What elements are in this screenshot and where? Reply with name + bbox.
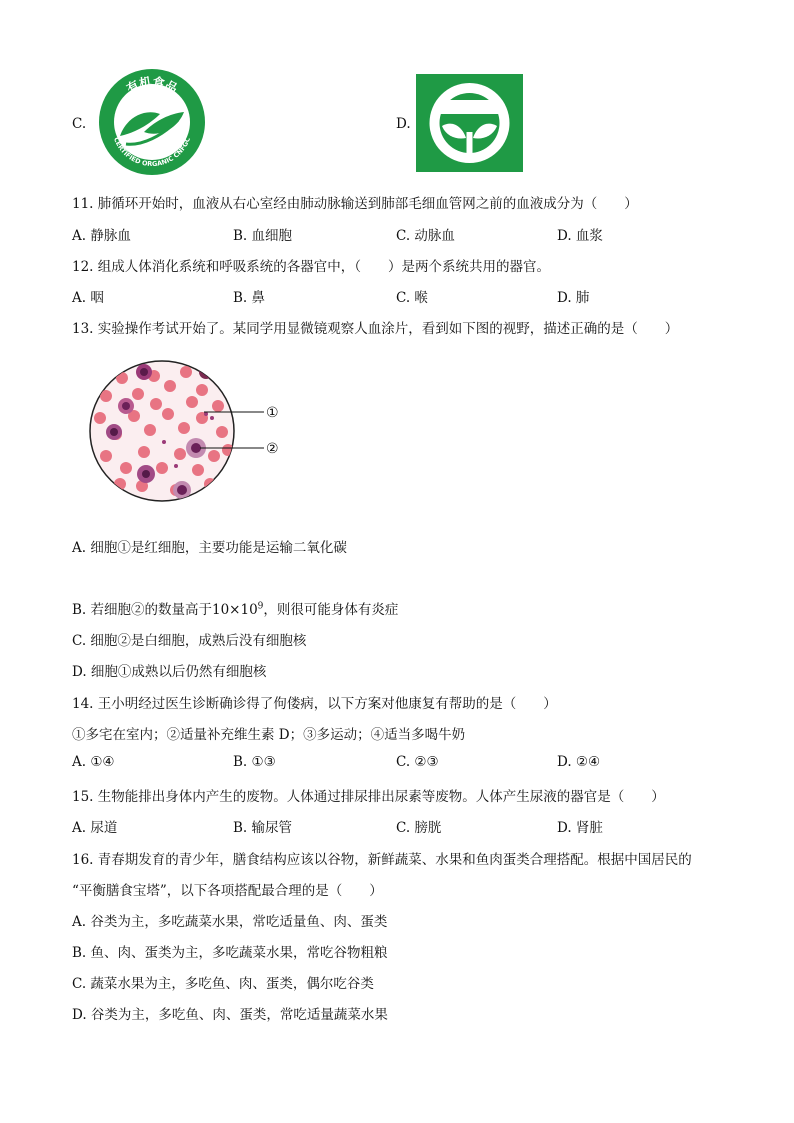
q16-option-d: D. 谷类为主，多吃鱼、肉、蛋类，常吃适量蔬菜水果	[72, 1007, 388, 1023]
q13-option-b-exponent: 9	[257, 601, 264, 612]
question-16-stem: 16. 青春期发育的青少年，膳食结构应该以谷物，新鲜蔬菜、水果和鱼肉蛋类合理搭配。根据中国居民的	[72, 852, 692, 868]
q15-option-c: C. 膀胱	[396, 820, 442, 836]
q15-option-b: B. 输尿管	[233, 820, 293, 836]
question-14-sub: ①多宅在室内；②适量补充维生素 D；③多运动；④适当多喝牛奶	[72, 727, 466, 743]
organic-food-logo	[96, 66, 208, 178]
q12-option-d: D. 肺	[557, 290, 590, 306]
q12-option-c: C. 喉	[396, 290, 428, 306]
q16-option-b: B. 鱼、肉、蛋类为主，多吃蔬菜水果，常吃谷物粗粮	[72, 945, 388, 961]
question-11-stem: 11. 肺循环开始时，血液从右心室经由肺动脉输送到肺部毛细血管网之前的血液成分为（ ）	[72, 196, 638, 212]
blood-smear-figure	[86, 356, 286, 508]
green-food-logo	[416, 74, 523, 172]
figure-label-2: ②	[266, 441, 279, 457]
q11-option-c: C. 动脉血	[396, 228, 455, 244]
logo-ring-text: CERTIFIED ORGANIC CNFGC	[112, 136, 192, 169]
q13-option-b	[72, 598, 398, 618]
question-13-stem: 13. 实验操作考试开始了。某同学用显微镜观察人血涂片，看到如下图的视野，描述正确的是（ ）	[72, 321, 679, 337]
q16-option-a: A. 谷类为主，多吃蔬菜水果，常吃适量鱼、肉、蛋类	[72, 914, 388, 930]
question-12-stem: 12. 组成人体消化系统和呼吸系统的各器官中，（ ）是两个系统共用的器官。	[72, 259, 551, 275]
question-14-stem: 14. 王小明经过医生诊断确诊得了佝偻病，以下方案对他康复有帮助的是（ ）	[72, 696, 557, 712]
q14-option-d: D. ②④	[557, 754, 601, 770]
q12-option-b: B. 鼻	[233, 290, 266, 306]
q11-option-a: A. 静脉血	[72, 228, 131, 244]
q15-option-a: A. 尿道	[72, 820, 118, 836]
q13-option-d: D. 细胞①成熟以后仍然有细胞核	[72, 664, 267, 680]
q15-option-d: D. 肾脏	[557, 820, 603, 836]
figure-label-1: ①	[266, 405, 279, 421]
q14-option-a: A. ①④	[72, 754, 115, 770]
q11-option-d: D. 血浆	[557, 228, 603, 244]
logo-top-text: 有机食品	[124, 74, 180, 96]
question-15-stem: 15. 生物能排出身体内产生的废物。人体通过排尿排出尿素等废物。人体产生尿液的器官是（ ）	[72, 789, 665, 805]
q12-option-a: A. 咽	[72, 290, 104, 306]
option-d-label: D.	[396, 116, 411, 132]
q11-option-b: B. 血细胞	[233, 228, 293, 244]
option-c-label: C.	[72, 116, 87, 132]
question-16-stem-cont: “平衡膳食宝塔”，以下各项搭配最合理的是（ ）	[72, 883, 383, 899]
q13-option-b-text: B. 若细胞②的数量高于10×10	[72, 602, 258, 618]
q14-option-c: C. ②③	[396, 754, 439, 770]
q13-option-a: A. 细胞①是红细胞，主要功能是运输二氧化碳	[72, 540, 347, 556]
q16-option-c: C. 蔬菜水果为主，多吃鱼、肉、蛋类，偶尔吃谷类	[72, 976, 374, 992]
q13-option-c: C. 细胞②是白细胞，成熟后没有细胞核	[72, 633, 307, 649]
q14-option-b: B. ①③	[233, 754, 276, 770]
q13-option-b-tail: ，则很可能身体有炎症	[263, 602, 399, 618]
